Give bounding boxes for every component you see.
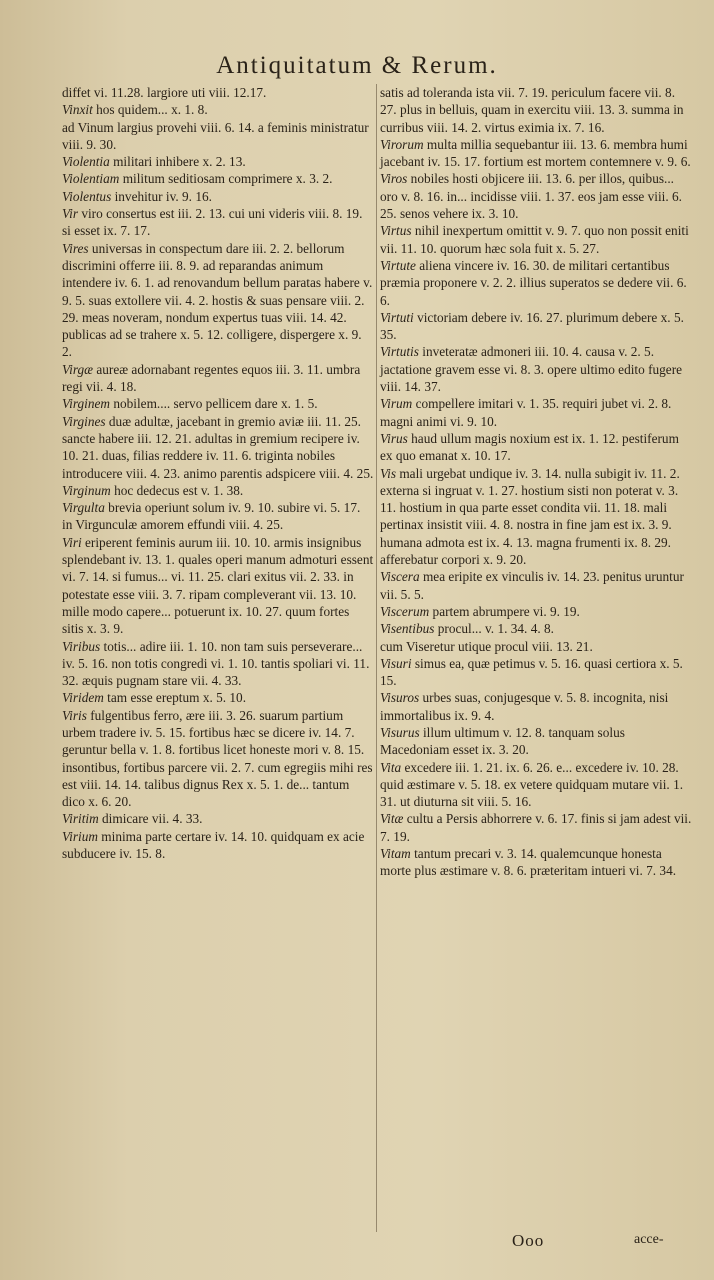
index-headword: Viros [380, 171, 408, 187]
index-references: urbes suas, conjugesque v. 5. 8. incognita, nisi immortalibus ix. 9. 4. [380, 690, 669, 723]
index-references: cultu a Persis abhorrere v. 6. 17. finis si jam adest vii. 7. 19. [380, 811, 692, 844]
index-entry [62, 153, 374, 170]
index-headword: Virus [380, 430, 408, 446]
index-entry [380, 689, 694, 724]
index-headword: Visentibus [380, 621, 435, 637]
index-entry [62, 689, 374, 706]
index-entry [380, 465, 694, 569]
index-headword: Visuri [380, 655, 412, 671]
index-entry [380, 395, 694, 430]
index-references: hoc dedecus est v. 1. 38. [110, 482, 244, 498]
column-divider [376, 84, 377, 1232]
index-entry [62, 361, 374, 396]
index-entry [62, 707, 374, 811]
index-entry [380, 309, 694, 344]
index-entry [62, 810, 374, 827]
index-references: illum ultimum v. 12. 8. tanquam solus Macedoniam esset ix. 3. 20. [380, 724, 625, 758]
signature-mark: Ooo [512, 1231, 545, 1250]
index-references: nihil inexpertum omittit v. 9. 7. quo non possit eniti vii. 11. 10. quorum hæc sola fuit x. 5. 27. [380, 223, 689, 256]
index-entry [62, 516, 374, 533]
index-headword: Virginum [62, 482, 111, 498]
index-entry [62, 413, 374, 482]
index-headword: Visurus [380, 724, 420, 740]
index-references: totis... adire iii. 1. 10. non tam suis perseverare... iv. 5. 16. non totis congredi vi. 1. 10. tantis spoliari vi. 11. 32. æquis pugnam stare vii. 4. 33. [62, 638, 370, 689]
index-references: haud ullum magis noxium est ix. 1. 12. pestiferum ex quo emanat x. 10. 17. [380, 430, 679, 464]
index-entry [62, 188, 374, 205]
index-references: invehitur iv. 9. 16. [111, 188, 212, 204]
index-references: satis ad toleranda ista vii. 7. 19. periculum facere vii. 8. 27. plus in belluis, quam in exercitu viii. 13. 3. summa in curribus viii. 14. 2. virtus eximia ix. 7. 16. [380, 85, 684, 135]
index-entry [62, 395, 374, 412]
index-entry [380, 170, 694, 222]
index-references: minima parte certare iv. 14. 10. quidquam ex acie subducere iv. 15. 8. [62, 828, 365, 862]
index-references: simus ea, quæ petimus v. 5. 16. quasi certiora x. 5. 15. [380, 655, 683, 689]
index-headword: Viribus [62, 638, 101, 654]
index-headword: Virtuti [380, 309, 414, 325]
index-entry [62, 205, 374, 240]
index-entry [380, 845, 694, 880]
index-references: nobilem.... servo pellicem dare x. 1. 5. [110, 396, 318, 412]
index-headword: Visuros [380, 690, 420, 706]
index-references: excedere iii. 1. 21. ix. 6. 26. e... excedere iv. 10. 28. quid æstimare v. 5. 18. ex vetere quidquam mutare vii. 1. 31. ut diuturna sit viii. 5. 16. [380, 759, 684, 810]
index-headword: Vir [62, 206, 79, 222]
index-entry [62, 482, 374, 499]
index-references: aureæ adornabant regentes equos iii. 3. 11. umbra regi vii. 4. 18. [62, 361, 361, 395]
index-references: mea eripite ex vinculis iv. 14. 23. penitus uruntur vii. 5. 5. [380, 569, 684, 602]
index-entry [380, 136, 694, 171]
index-entry [62, 828, 374, 863]
running-header: Antiquitatum & Rerum. [216, 52, 498, 79]
index-entry [380, 759, 694, 811]
index-headword: Violentia [62, 154, 110, 170]
index-references: universas in conspectum dare iii. 2. 2. bellorum discrimini offerre iii. 8. 9. ad reparandas animum intendere iv. 6. 1. ad renovandum bellum paratas habere v. 9. 5. suas extollere vii. 4. 2. hostis & suas pensare viii. 2. 29. meas noveram, nondum expertus tuas viii. 14. 42. publicas ad se trahere x. 5. 12. colligere, dispergere x. 9. 2. [62, 240, 373, 360]
index-entry [380, 810, 694, 845]
index-headword: Virtus [380, 223, 412, 239]
index-entry [62, 84, 374, 101]
index-references: brevia operiunt solum iv. 9. 10. subire vi. 5. 17. [104, 500, 361, 516]
index-entry [380, 724, 694, 759]
index-references: diffet vi. 11.28. largiore uti viii. 12.17. [62, 85, 267, 100]
index-headword: Viridem [62, 690, 104, 706]
index-references: ad Vinum largius provehi viii. 6. 14. a feminis ministratur viii. 9. 30. [62, 119, 369, 152]
index-references: dimicare vii. 4. 33. [98, 811, 203, 827]
index-headword: Virtute [380, 257, 416, 273]
index-headword: Virorum [380, 136, 424, 152]
index-entry [62, 170, 374, 187]
index-headword: Viritim [62, 811, 99, 827]
index-headword: Virium [62, 828, 98, 844]
index-references: in Virgunculæ amorem effundi viii. 4. 25. [62, 517, 284, 533]
index-headword: Virgines [62, 413, 106, 429]
index-headword: Virtutis [380, 344, 419, 360]
index-headword: Vitæ [380, 811, 404, 827]
index-references: militari inhibere x. 2. 13. [109, 154, 246, 170]
index-references: fulgentibus ferro, ære iii. 3. 26. suarum partium urbem tradere iv. 5. 15. fortibus hæc se dicere iv. 14. 7. geruntur bella v. 1. 8. fortibus licet honeste mori v. 8. 15. insontibus, fortibus parcere vii. 2. 7. cum egregiis mihi res est viii. 14. 14. talibus dignus Rex x. 5. 1. de... tantum dico x. 6. 20. [62, 707, 373, 810]
index-entry [62, 534, 374, 638]
index-headword: Viscerum [380, 603, 430, 619]
index-headword: Viris [62, 707, 87, 723]
index-headword: Virginem [62, 396, 111, 412]
index-entry [380, 430, 694, 465]
index-entry [380, 84, 694, 136]
index-entry [380, 603, 694, 620]
index-headword: Virgæ [62, 361, 94, 377]
index-entry [62, 101, 374, 118]
index-references: inveteratæ admoneri iii. 10. 4. causa v. 2. 5. jactatione gravem esse vi. 8. 3. opere ultimo edito fugere viii. 14. 37. [380, 344, 683, 395]
index-references: aliena vincere iv. 16. 30. de militari certantibus præmia proponere v. 2. 2. illius superatos se dedere vii. 6. 6. [380, 257, 687, 308]
index-references: eriperent feminis aurum iii. 10. 10. armis insignibus splendebant iv. 13. 1. quales operi manum admoturi essent vi. 7. 14. si fumus... vi. 11. 25. clari exitus vii. 2. 33. in potestate esse viii. 3. 7. ripam compleverant vii. 13. 10. mille modo capere... potuerunt ix. 10. 27. quum fortes sitis x. 3. 9. [62, 534, 374, 637]
index-references: cum Viseretur utique procul viii. 13. 21. [380, 638, 593, 654]
index-headword: Vitam [380, 846, 411, 862]
catchword: acce- [634, 1232, 664, 1247]
index-column-left [62, 84, 374, 1280]
index-entry [62, 119, 374, 154]
index-headword: Virgulta [62, 500, 105, 516]
index-headword: Vita [380, 759, 402, 775]
index-headword: Violentiam [62, 171, 120, 187]
index-references: victoriam debere iv. 16. 27. plurimum debere x. 5. 35. [380, 309, 684, 343]
index-headword: Viri [62, 534, 82, 550]
index-entry [62, 240, 374, 361]
index-references: militum seditiosam comprimere x. 3. 2. [119, 171, 333, 187]
index-entry [380, 343, 694, 395]
index-entry [380, 638, 694, 655]
index-entry [380, 222, 694, 257]
index-entry [62, 638, 374, 690]
index-headword: Violentus [62, 188, 112, 204]
index-entry [380, 568, 694, 603]
index-references: procul... v. 1. 34. 4. 8. [434, 621, 554, 637]
index-references: multa millia sequebantur iii. 13. 6. membra humi jacebant iv. 15. 17. fortium est mortem contemnere v. 9. 6. [380, 136, 691, 170]
index-entry [380, 257, 694, 309]
index-column-right [380, 84, 694, 1280]
index-references: partem abrumpere vi. 9. 19. [429, 603, 580, 619]
index-entry [380, 655, 694, 690]
index-references: tam esse ereptum x. 5. 10. [103, 690, 247, 706]
index-references: hos quidem... x. 1. 8. [92, 102, 208, 118]
index-entry [62, 499, 374, 516]
index-references: duæ adultæ, jacebant in gremio aviæ iii. 11. 25. sancte habere iii. 12. 21. adultas in gremium recipere iv. 10. 21. duas, filias reddere iv. 11. 6. triginta nobiles introducere viii. 4. 23. animo parentis adspicere viii. 4. 25. [62, 413, 374, 481]
index-headword: Vis [380, 465, 397, 481]
index-references: nobiles hosti objicere iii. 13. 6. per illos, quibus... oro v. 8. 16. in... incidisse viii. 1. 37. eos jam esse viii. 6. 25. senos vehere ix. 3. 10. [380, 171, 682, 222]
index-references: compellere imitari v. 1. 35. requiri jubet vi. 2. 8. magni animi vi. 9. 10. [380, 396, 672, 429]
index-references: viro consertus est iii. 2. 13. cui uni videris viii. 8. 19. si esset ix. 7. 17. [62, 206, 363, 239]
index-entry [380, 620, 694, 637]
index-references: tantum precari v. 3. 14. qualemcunque honesta morte plus æstimare v. 8. 6. præteritam intueri vi. 7. 34. [380, 846, 677, 879]
index-headword: Vires [62, 240, 89, 256]
index-headword: Vinxit [62, 102, 93, 118]
index-headword: Virum [380, 396, 413, 412]
index-headword: Viscera [380, 569, 420, 585]
index-references: mali urgebat undique iv. 3. 14. nulla subigit iv. 11. 2. externa si ingruat v. 1. 27. hostium sisti non poterat v. 3. 11. hostium in qua parte esset condita vii. 11. 18. mali pertinax insistit viii. 4. 8. nostra in fine jam est ix. 3. 9. humana admota est ix. 4. 13. magna frumenti ix. 8. 29. afferebatur corpori x. 9. 20. [380, 465, 680, 568]
